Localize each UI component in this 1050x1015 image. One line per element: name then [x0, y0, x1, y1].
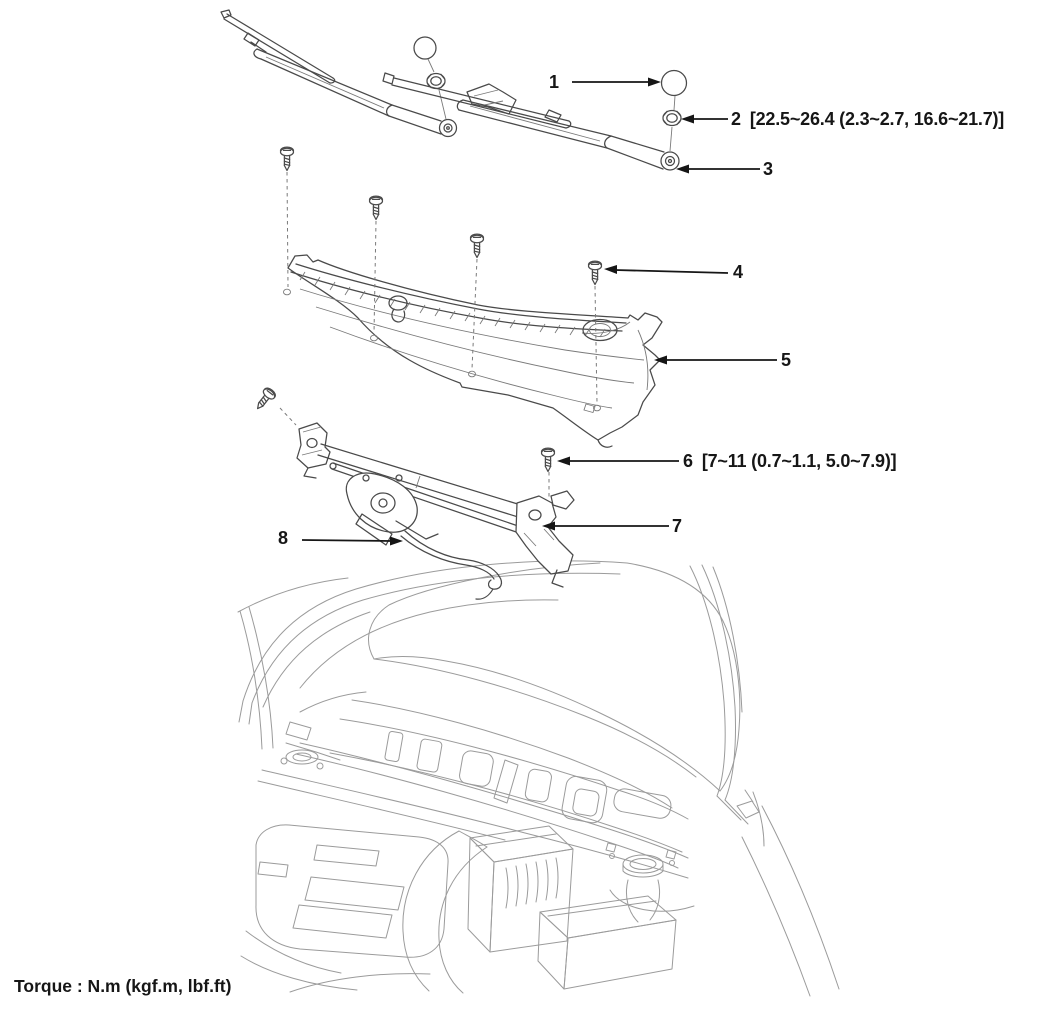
callout-number: 4 [733, 262, 743, 282]
torque-units-note: Torque : N.m (kgf.m, lbf.ft) [14, 976, 232, 996]
callout-number: 6 [683, 451, 693, 471]
callout-8-label [278, 528, 297, 548]
callout-2-arrow [681, 115, 728, 124]
callout-1-label [549, 72, 568, 92]
screw-icon [589, 261, 602, 284]
wiper-linkage-motor-drawing [252, 386, 574, 599]
callout-1-arrow [572, 78, 661, 87]
callout-5-arrow [654, 356, 777, 365]
pivot-nut-right [663, 111, 681, 126]
callout-number: 2 [731, 109, 741, 129]
torque-spec: [7~11 (0.7~1.1, 5.0~7.9)] [701, 451, 897, 471]
callout-number: 3 [763, 159, 773, 179]
torque-spec: [22.5~26.4 (2.3~2.7, 16.6~21.7)] [749, 109, 1005, 129]
callout-2-label [731, 109, 1004, 129]
callout-4-label [733, 262, 752, 282]
screw-icon [252, 386, 277, 412]
callout-number: 1 [549, 72, 559, 92]
callout-8-arrow [302, 537, 403, 546]
engine-bay-drawing [238, 561, 839, 996]
callout-6-label [683, 451, 896, 471]
screw-icon [471, 234, 484, 257]
callout-7-label [672, 516, 691, 536]
callout-number: 5 [781, 350, 791, 370]
callout-6-arrow [557, 457, 679, 466]
cowl-vents [385, 731, 673, 824]
wiper-arm-blade-drawing [221, 10, 687, 170]
callout-3-label [763, 159, 782, 179]
callout-7-arrow [542, 522, 669, 531]
screw-icon [370, 196, 383, 219]
callout-4-arrow [604, 265, 728, 274]
pivot-cap-right [662, 71, 687, 96]
screw-icon [542, 448, 555, 471]
callout-5-label [781, 350, 800, 370]
callout-number: 8 [278, 528, 288, 548]
callout-3-arrow [676, 165, 760, 174]
screw-icon [281, 147, 294, 170]
callout-number: 7 [672, 516, 682, 536]
pivot-cap-left [414, 37, 436, 59]
